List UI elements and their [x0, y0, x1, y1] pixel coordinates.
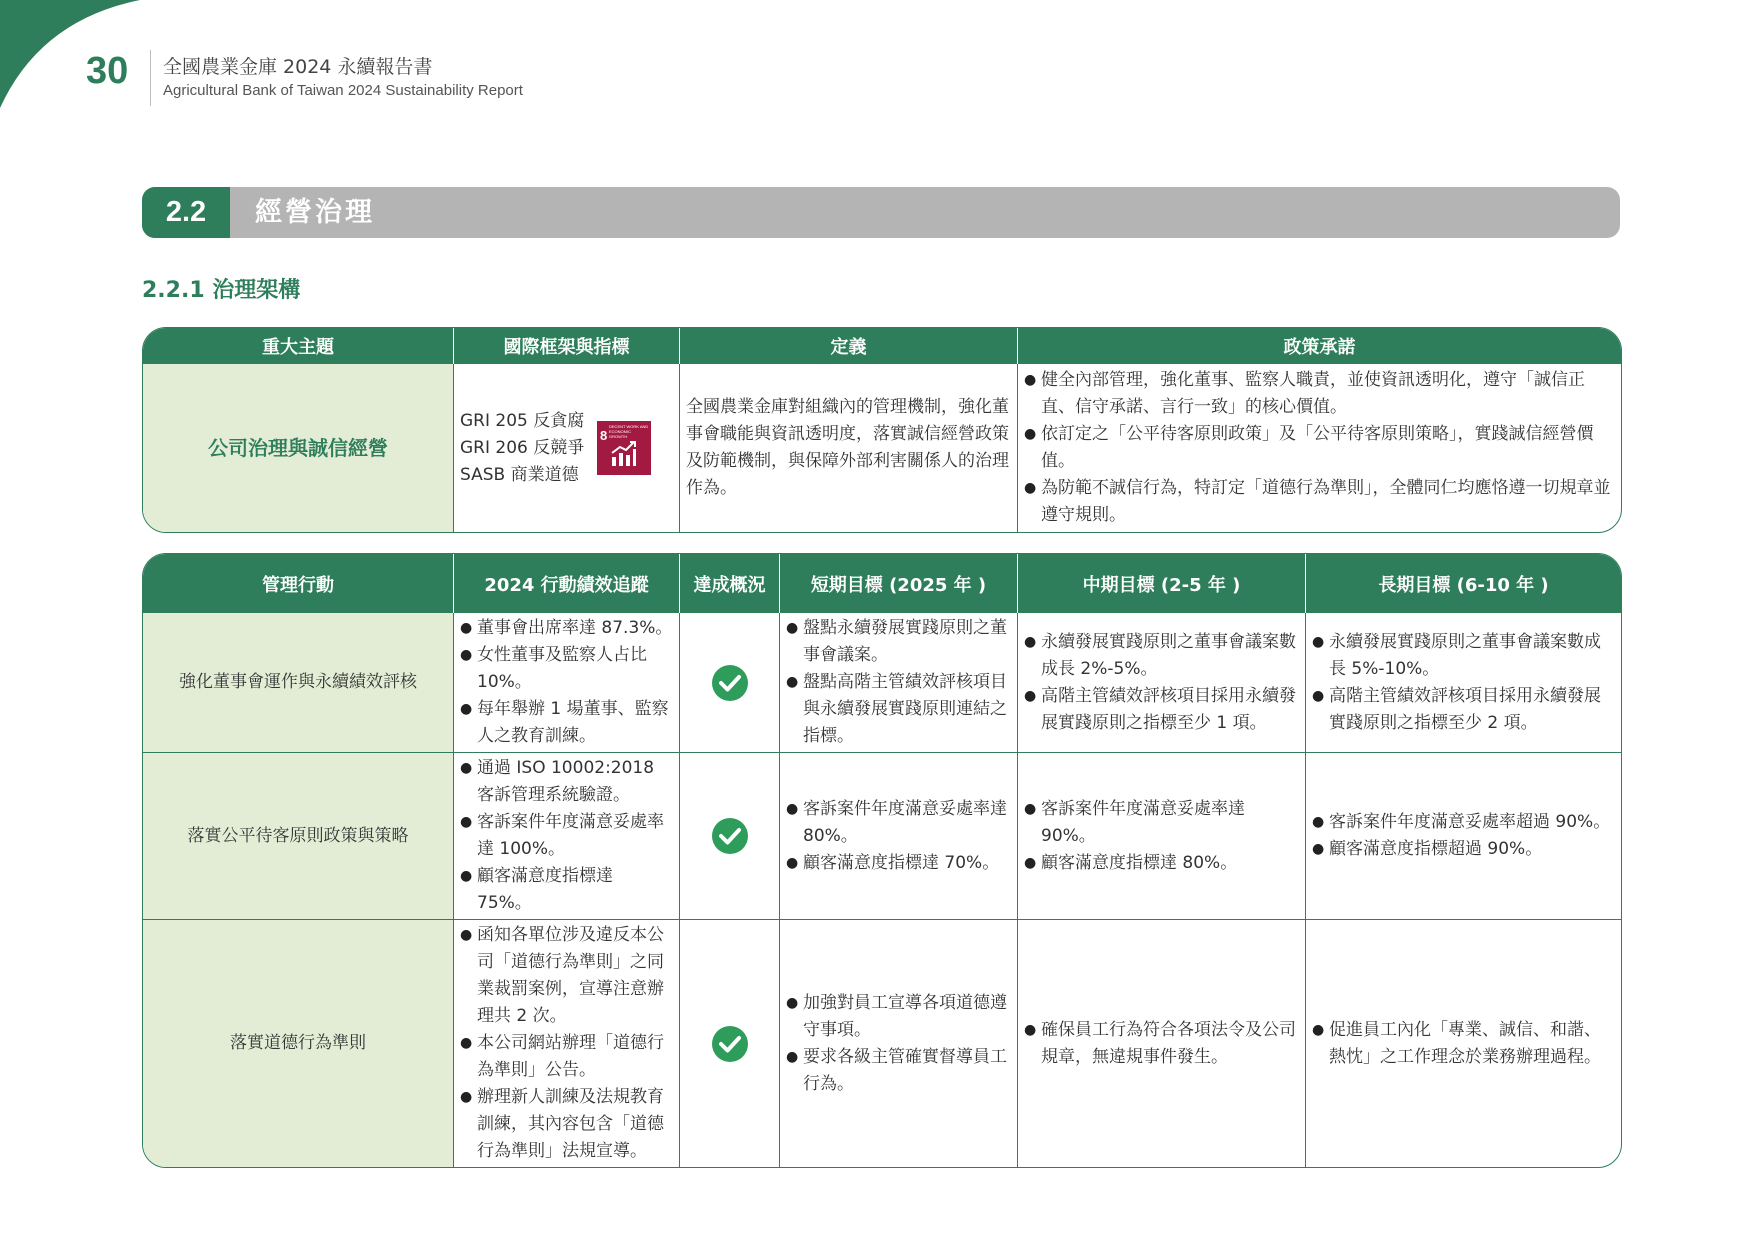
check-circle-icon — [711, 817, 749, 855]
sdg-number: 8 — [600, 428, 608, 443]
short-term-cell — [780, 920, 1018, 1167]
material-topic-table — [142, 327, 1622, 533]
mid-term-cell — [1018, 920, 1306, 1167]
table-header-row — [143, 554, 1621, 613]
col-header: 重大主題 — [143, 328, 454, 364]
section-header-bar — [142, 187, 1620, 238]
goal-item: ● 客訴案件年度滿意妥處率超過 90%。 — [1312, 809, 1615, 836]
framework-item: GRI 206 反競爭 — [460, 437, 585, 458]
goal-item: ● 顧客滿意度指標超過 90%。 — [1312, 836, 1615, 863]
col-header: 2024 行動績效追蹤 — [454, 554, 680, 613]
mid-term-cell — [1018, 613, 1306, 753]
goal-item: ● 永續發展實踐原則之董事會議案數成長 2%-5%。 — [1024, 629, 1299, 683]
check-circle-icon — [711, 1025, 749, 1063]
commitment-item: ● 健全內部管理，強化董事、監察人職責，並使資訊透明化，遵守「誠信正直、信守承諾、言行一致」的核心價值。 — [1024, 367, 1615, 421]
report-title-en: Agricultural Bank of Taiwan 2024 Sustainability Report — [163, 82, 523, 99]
commitment-item: ● 依訂定之「公平待客原則政策」及「公平待客原則策略」，實踐誠信經營價值。 — [1024, 421, 1615, 475]
framework-cell — [454, 364, 680, 532]
page-number: 30 — [86, 50, 129, 92]
short-term-cell — [780, 753, 1018, 920]
action-name: 強化董事會運作與永續績效評核 — [143, 613, 454, 753]
action-name: 落實公平待客原則政策與策略 — [143, 753, 454, 920]
goal-item: ● 盤點高階主管績效評核項目與永續發展實踐原則連結之指標。 — [786, 669, 1011, 750]
management-action-table — [142, 553, 1622, 1168]
mid-term-cell — [1018, 753, 1306, 920]
goal-item: ● 要求各級主管確實督導員工行為。 — [786, 1044, 1011, 1098]
table-header-row — [143, 328, 1621, 364]
table-row — [143, 920, 1621, 1167]
goal-item: ● 加強對員工宣導各項道德遵守事項。 — [786, 990, 1011, 1044]
section-title: 經營治理 — [255, 197, 375, 228]
col-header: 中期目標 (2-5 年 ) — [1018, 554, 1306, 613]
goal-item: ● 促進員工內化「專業、誠信、和諧、熱忱」之工作理念於業務辦理過程。 — [1312, 1017, 1615, 1071]
goal-item: ● 客訴案件年度滿意妥處率達 80%。 — [786, 796, 1011, 850]
status-cell — [680, 920, 780, 1167]
goal-item: ● 高階主管績效評核項目採用永續發展實踐原則之指標至少 1 項。 — [1024, 683, 1299, 737]
corner-decoration — [0, 0, 160, 110]
tracking-item: ● 客訴案件年度滿意妥處率達 100%。 — [460, 809, 673, 863]
goal-item: ● 客訴案件年度滿意妥處率達 90%。 — [1024, 796, 1299, 850]
col-header: 長期目標 (6-10 年 ) — [1306, 554, 1621, 613]
col-header: 政策承諾 — [1018, 328, 1621, 364]
subsection-title: 2.2.1 治理架構 — [142, 278, 301, 303]
commitment-cell — [1018, 364, 1621, 532]
definition-cell: 全國農業金庫對組織內的管理機制，強化董事會職能與資訊透明度，落實誠信經營政策及防範機制，與保障外部利害關係人的治理作為。 — [680, 364, 1018, 532]
sdg-label: DECENT WORK AND ECONOMIC GROWTH — [609, 424, 649, 439]
goal-item: ● 顧客滿意度指標達 70%。 — [786, 850, 1011, 877]
long-term-cell — [1306, 920, 1621, 1167]
col-header: 國際框架與指標 — [454, 328, 680, 364]
tracking-item: ● 通過 ISO 10002:2018 客訴管理系統驗證。 — [460, 755, 673, 809]
tracking-cell — [454, 613, 680, 753]
status-cell — [680, 613, 780, 753]
framework-item: SASB 商業道德 — [460, 464, 579, 485]
long-term-cell — [1306, 753, 1621, 920]
tracking-item: ● 辦理新人訓練及法規教育訓練，其內容包含「道德行為準則」法規宣導。 — [460, 1084, 673, 1165]
goal-item: ● 盤點永續發展實踐原則之董事會議案。 — [786, 615, 1011, 669]
tracking-item: ● 函知各單位涉及違反本公司「道德行為準則」之同業裁罰案例，宣導注意辦理共 2 次。 — [460, 922, 673, 1030]
tracking-item: ● 女性董事及監察人占比 10%。 — [460, 642, 673, 696]
commitment-item: ● 為防範不誠信行為，特訂定「道德行為準則」，全體同仁均應恪遵一切規章並遵守規則。 — [1024, 475, 1615, 529]
long-term-cell — [1306, 613, 1621, 753]
check-circle-icon — [711, 664, 749, 702]
tracking-item: ● 每年舉辦 1 場董事、監察人之教育訓練。 — [460, 696, 673, 750]
header-divider — [150, 50, 151, 106]
tracking-cell — [454, 753, 680, 920]
col-header: 管理行動 — [143, 554, 454, 613]
table-row — [143, 613, 1621, 753]
framework-item: GRI 205 反貪腐 — [460, 410, 585, 431]
short-term-cell — [780, 613, 1018, 753]
table-row — [143, 753, 1621, 920]
tracking-item: ● 顧客滿意度指標達 75%。 — [460, 863, 673, 917]
section-number: 2.2 — [142, 187, 230, 238]
action-name: 落實道德行為準則 — [143, 920, 454, 1167]
goal-item: ● 高階主管績效評核項目採用永續發展實踐原則之指標至少 2 項。 — [1312, 683, 1615, 737]
col-header: 定義 — [680, 328, 1018, 364]
sdg-8-icon — [597, 421, 651, 475]
col-header: 短期目標 (2025 年 ) — [780, 554, 1018, 613]
status-cell — [680, 753, 780, 920]
goal-item: ● 永續發展實踐原則之董事會議案數成長 5%-10%。 — [1312, 629, 1615, 683]
report-title-zh: 全國農業金庫 2024 永續報告書 — [163, 56, 433, 78]
tracking-cell — [454, 920, 680, 1167]
goal-item: ● 顧客滿意度指標達 80%。 — [1024, 850, 1299, 877]
growth-chart-icon — [611, 441, 637, 467]
tracking-item: ● 董事會出席率達 87.3%。 — [460, 615, 673, 642]
table-row — [143, 364, 1621, 532]
goal-item: ● 確保員工行為符合各項法令及公司規章，無違規事件發生。 — [1024, 1017, 1299, 1071]
col-header: 達成概況 — [680, 554, 780, 613]
material-topic: 公司治理與誠信經營 — [143, 364, 454, 532]
tracking-item: ● 本公司網站辦理「道德行為準則」公告。 — [460, 1030, 673, 1084]
